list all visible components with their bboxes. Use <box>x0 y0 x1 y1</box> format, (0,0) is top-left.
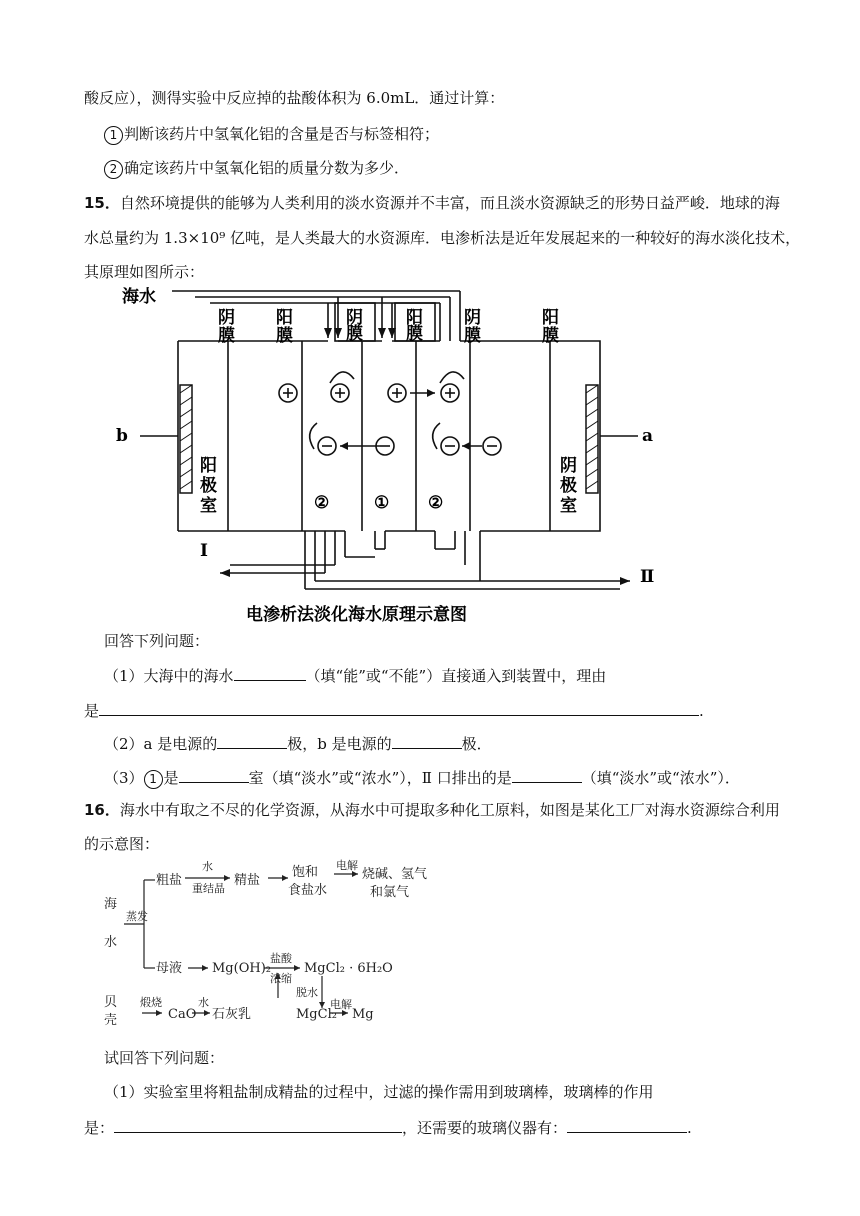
svg-text:膜: 膜 <box>406 324 423 344</box>
flow-hcl: 盐酸 <box>270 952 292 965</box>
sub-text: （填“能”或“不能”）直接通入到装置中，理由 <box>305 667 607 685</box>
room-2-left-label: ② <box>314 493 330 513</box>
answer-blank[interactable] <box>512 766 582 783</box>
q15-sub-2 <box>104 732 492 754</box>
svg-text:膜: 膜 <box>346 324 363 344</box>
answer-blank[interactable] <box>234 664 306 681</box>
flow-fine-salt: 精盐 <box>234 873 261 888</box>
anode-room-label <box>200 456 217 516</box>
flow-water-2: 水 <box>198 996 209 1009</box>
sub-text: 是： <box>84 1119 115 1137</box>
flow-crude-salt: 粗盐 <box>156 873 183 888</box>
svg-text:膜: 膜 <box>218 326 235 346</box>
terminal-a-label: a <box>642 426 654 446</box>
sub-item-1 <box>104 124 439 145</box>
svg-text:极: 极 <box>200 476 217 496</box>
flow-shui: 水 <box>104 935 118 950</box>
flow-recrystallize: 重结晶 <box>192 882 225 895</box>
room-2-right-label: ② <box>428 493 444 513</box>
svg-text:阳: 阳 <box>542 308 559 328</box>
svg-text:阴: 阴 <box>346 308 363 328</box>
svg-text:膜: 膜 <box>276 326 293 346</box>
q15-sub-3: （3） 1 是 室（填“淡水”或“浓水”），Ⅱ 口排出的是 （填“淡水”或“浓水”）． <box>104 766 740 789</box>
flow-saturated: 饱和 <box>292 865 319 880</box>
answer-blank[interactable] <box>567 1116 687 1133</box>
outlet-1-label: I <box>200 541 208 561</box>
flow-mg: Mg <box>352 1007 374 1022</box>
cathode-room-label <box>560 456 577 516</box>
svg-text:阴: 阴 <box>218 308 235 328</box>
sub-text: 是 <box>163 769 179 787</box>
flow-mother-liquor: 母液 <box>156 961 183 976</box>
flow-mgcl2: MgCl₂ <box>296 1007 337 1022</box>
sub-text: （2）a 是电源的 <box>104 735 218 753</box>
period: . <box>699 702 704 720</box>
text-line-1: 酸反应），测得实验中反应掉的盐酸体积为 6.0mL．通过计算： <box>84 89 505 107</box>
answer-blank[interactable] <box>99 699 699 716</box>
circled-number: 1 <box>104 126 123 145</box>
answer-blank[interactable] <box>179 766 249 783</box>
svg-text:阴: 阴 <box>464 308 481 328</box>
flow-dehydrate: 脱水 <box>296 986 318 999</box>
sub-text: ，还需要的玻璃仪器有： <box>402 1119 568 1137</box>
outlet-2-label: Ⅱ <box>640 567 655 587</box>
answer-blank[interactable] <box>217 732 287 749</box>
room-1-label: ① <box>374 493 390 513</box>
q16-sub-1: （1）实验室里将粗盐制成精盐的过程中，过滤的操作需用到玻璃棒，玻璃棒的作用 <box>104 1083 654 1101</box>
terminal-b-label: b <box>116 426 128 446</box>
diagram-caption: 电渗析法淡化海水原理示意图 <box>246 605 467 625</box>
try-prompt: 试回答下列问题： <box>104 1049 225 1067</box>
svg-text:室: 室 <box>560 496 577 516</box>
svg-text:极: 极 <box>560 476 577 496</box>
seawater-label: 海水 <box>122 287 156 307</box>
flow-product-1: 烧碱、氢气 <box>362 867 428 882</box>
svg-text:膜: 膜 <box>464 326 481 346</box>
flow-hai: 海 <box>104 897 118 912</box>
svg-text:阴: 阴 <box>560 456 577 476</box>
svg-text:阳: 阳 <box>200 456 217 476</box>
flow-electrolysis-1: 电解 <box>336 859 358 872</box>
flow-water: 水 <box>202 860 213 873</box>
question-number: 16． <box>84 801 120 819</box>
flow-mgcl2-hydrate: MgCl₂ · 6H₂O <box>304 961 393 976</box>
flow-concentrate: 浓缩 <box>270 972 292 985</box>
answer-blank[interactable] <box>392 732 462 749</box>
question-15-line-2: 水总量约为 1.3×10⁹ 亿吨，是人类最大的水资源库．电渗析法是近年发展起来的一种较好的海水淡化技术， <box>84 229 801 247</box>
q16-sub-1-cont <box>84 1116 692 1138</box>
question-text: 自然环境提供的能够为人类利用的淡水资源并不丰富，而且淡水资源缺乏的形势日益严峻．地球的海 <box>119 194 780 212</box>
sub-item-text: 确定该药片中氢氧化铝的质量分数为多少． <box>124 159 410 177</box>
q15-sub-1 <box>104 664 606 686</box>
flow-evaporate: 蒸发 <box>126 910 148 923</box>
q15-sub-1-cont <box>84 699 704 721</box>
svg-text:阳: 阳 <box>276 308 293 328</box>
sub-text: 极． <box>461 735 492 753</box>
flow-electrolysis-2: 电解 <box>330 998 352 1011</box>
flow-bei: 贝 <box>104 995 118 1010</box>
period: . <box>687 1119 692 1137</box>
flow-mgoh2: Mg(OH)₂ <box>212 961 271 976</box>
answer-blank[interactable] <box>114 1116 402 1133</box>
question-16-line-2: 的示意图： <box>84 835 160 853</box>
sub-text: 室（填“淡水”或“浓水”），Ⅱ 口排出的是 <box>248 769 512 787</box>
sub-text: 是 <box>84 702 100 720</box>
sub-text: （填“淡水”或“浓水”）． <box>581 769 740 787</box>
question-number: 15． <box>84 194 120 212</box>
flow-product-2: 和氯气 <box>370 885 410 900</box>
electrodialysis-diagram <box>110 283 680 628</box>
sub-item-text: 判断该药片中氢氧化铝的含量是否与标签相符； <box>124 125 440 143</box>
flow-calcine: 煅烧 <box>140 996 162 1009</box>
sub-item-2 <box>104 158 409 179</box>
answer-prompt: 回答下列问题： <box>104 632 210 650</box>
question-15-line-1 <box>84 193 780 213</box>
svg-text:膜: 膜 <box>542 326 559 346</box>
flow-brine: 食盐水 <box>288 883 328 898</box>
seawater-flow-diagram <box>100 858 460 1038</box>
question-16-line-1 <box>84 800 780 820</box>
svg-text:室: 室 <box>200 496 217 516</box>
sub-text: 极，b 是电源的 <box>287 735 392 753</box>
question-15-line-3: 其原理如图所示： <box>84 263 205 281</box>
flow-ke: 壳 <box>104 1013 118 1028</box>
circled-number: 2 <box>104 160 123 179</box>
question-text: 海水中有取之不尽的化学资源，从海水中可提取多种化工原料，如图是某化工厂对海水资源综合利用 <box>119 801 780 819</box>
flow-cao: CaO <box>168 1007 197 1022</box>
flow-lime-milk: 石灰乳 <box>212 1007 252 1022</box>
circled-number: 1 <box>144 770 163 789</box>
sub-text: （1）大海中的海水 <box>104 667 234 685</box>
svg-text:阳: 阳 <box>406 308 423 328</box>
